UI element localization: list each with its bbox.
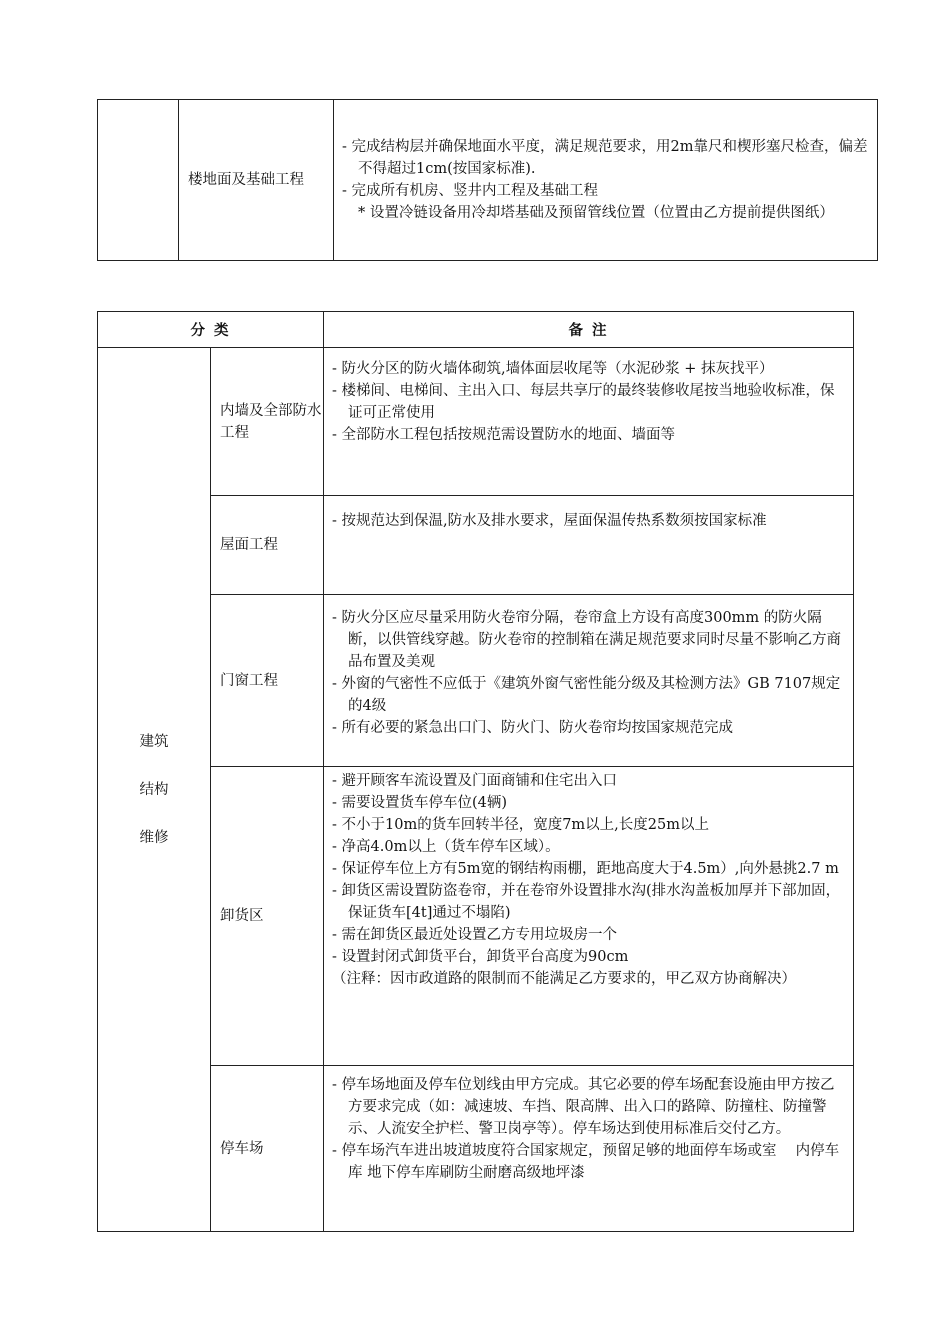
- notes-cell: [324, 496, 854, 595]
- notes-cell: [334, 100, 878, 261]
- group-label: 建筑: [139, 733, 169, 750]
- table-row: [98, 767, 854, 1066]
- category-cell: 屋面工程: [211, 496, 324, 595]
- table-row: [98, 595, 854, 767]
- note-line: * 设置冷链设备用冷却塔基础及预留管线位置（位置由乙方提前提供图纸）: [358, 205, 834, 221]
- notes-cell: [324, 348, 854, 496]
- table-row: [98, 100, 878, 261]
- note-line: - 停车场汽车进出坡道坡度符合国家规定，预留足够的地面停车场或室 内停车库 地下停车库刷防尘耐磨高级地坪漆: [332, 1143, 840, 1181]
- note-line: - 完成结构层并确保地面水平度，满足规范要求，用2m靠尺和楔形塞尺检查，偏差不得超过1cm(按国家标准).: [342, 139, 868, 177]
- group-label: 结构: [139, 781, 169, 798]
- notes-cell: [324, 1066, 854, 1232]
- note-line: - 防火分区的防火墙体砌筑,墙体面层收尾等（水泥砂浆 + 抹灰找平）: [332, 361, 774, 377]
- category-cell: 楼地面及基础工程: [179, 100, 334, 261]
- category-cell: 停车场: [211, 1066, 324, 1232]
- note-line: - 需在卸货区最近处设置乙方专用垃圾房一个: [332, 927, 618, 943]
- table-row: [98, 496, 854, 595]
- header-category: 分 类: [98, 312, 324, 348]
- note-line: - 需要设置货车停车位(4辆): [332, 795, 508, 811]
- note-line: - 保证停车位上方有5m宽的钢结构雨棚，距地高度大于4.5m）,向外悬挑2.7 m: [332, 861, 839, 877]
- note-line: - 防火分区应尽量采用防火卷帘分隔，卷帘盒上方设有高度300mm 的防火隔断，以供管线穿越。防火卷帘的控制箱在满足规范要求同时尽量不影响乙方商品布置及美观: [332, 610, 841, 670]
- table-row: [98, 348, 854, 496]
- table-header-row: [98, 312, 854, 348]
- note-line: - 按规范达到保温,防水及排水要求，屋面保温传热系数须按国家标准: [332, 513, 767, 529]
- note-line: （注释：因市政道路的限制而不能满足乙方要求的，甲乙双方协商解决）: [332, 971, 796, 987]
- note-line: - 设置封闭式卸货平台，卸货平台高度为90cm: [332, 949, 629, 965]
- note-line: - 所有必要的紧急出口门、防火门、防火卷帘均按国家规范完成: [332, 720, 734, 736]
- note-line: - 净高4.0m以上（货车停车区域）。: [332, 839, 560, 855]
- empty-group-cell: [98, 100, 179, 261]
- notes-cell: [324, 767, 854, 1066]
- table-building-structure: [97, 311, 854, 1232]
- category-cell: 门窗工程: [211, 595, 324, 767]
- note-line: - 全部防水工程包括按规范需设置防水的地面、墙面等: [332, 427, 676, 443]
- group-label: 维修: [139, 829, 169, 846]
- notes-cell: [324, 595, 854, 767]
- note-line: - 卸货区需设置防盗卷帘，并在卷帘外设置排水沟(排水沟盖板加厚并下部加固，保证货车[4t]通过不塌陷): [332, 883, 841, 921]
- note-line: - 外窗的气密性不应低于《建筑外窗气密性能分级及其检测方法》GB 7107规定的4级: [332, 676, 841, 714]
- note-line: - 楼梯间、电梯间、主出入口、每层共享厅的最终装修收尾按当地验收标准，保证可正常使用: [332, 383, 835, 421]
- header-notes: 备 注: [324, 312, 854, 348]
- note-line: - 不小于10m的货车回转半径，宽度7m以上,长度25m以上: [332, 817, 709, 833]
- note-line: - 完成所有机房、竖井内工程及基础工程: [342, 183, 599, 199]
- group-cell: [98, 348, 211, 1232]
- note-line: - 避开顾客车流设置及门面商铺和住宅出入口: [332, 773, 618, 789]
- table-row: [98, 1066, 854, 1232]
- category-cell: 卸货区: [211, 767, 324, 1066]
- note-line: - 停车场地面及停车位划线由甲方完成。其它必要的停车场配套设施由甲方按乙方要求完成（如：减速坡、车挡、限高牌、出入口的路障、防撞柱、防撞警示、人流安全护栏、警卫岗亭等）。停车场达到使用标准后交付乙方。: [332, 1077, 835, 1137]
- table-foundation: [97, 99, 878, 261]
- category-cell: 内墙及全部防水工程: [211, 348, 324, 496]
